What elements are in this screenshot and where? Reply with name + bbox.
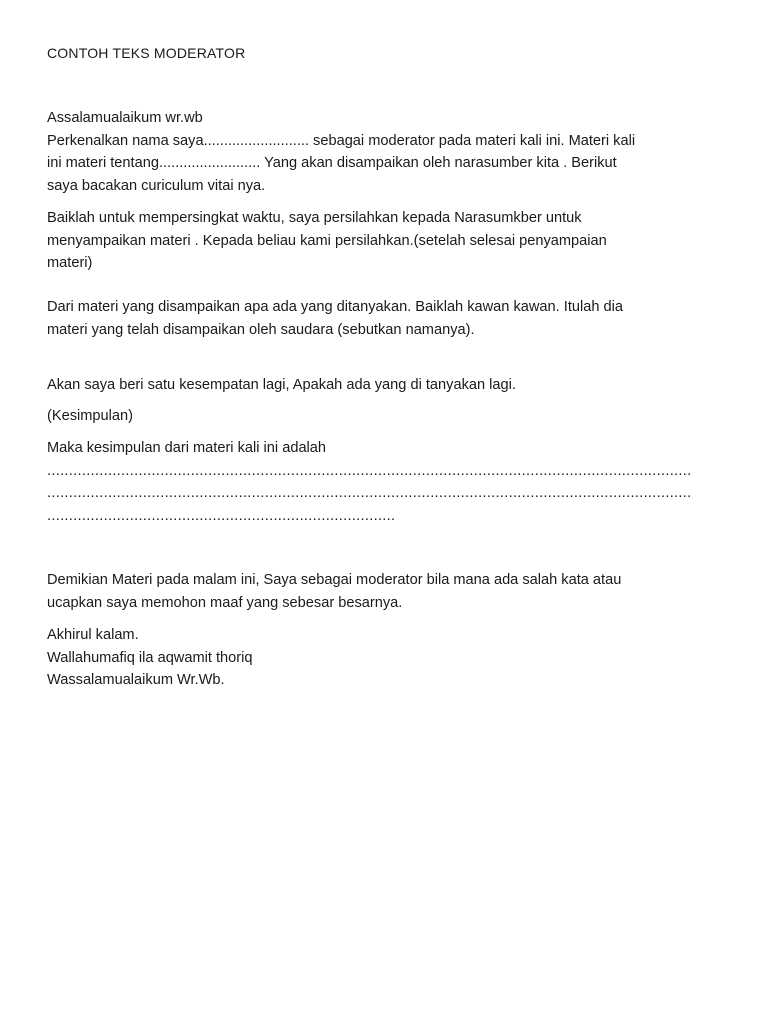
- text-line: Wassalamualaikum Wr.Wb.: [47, 672, 225, 688]
- paragraph-closing: [47, 569, 727, 614]
- text-line: menyampaikan materi . Kepada beliau kami persilahkan.(setelah selesai penyampaian: [47, 232, 607, 249]
- paragraph-opening: [47, 107, 727, 197]
- paragraph-questions: [47, 296, 727, 341]
- text-line: Baiklah untuk mempersingkat waktu, saya persilahkan kepada Narasumkber untuk: [47, 210, 582, 226]
- text-line: Dari materi yang disampaikan apa ada yang ditanyakan. Baiklah kawan kawan. Itulah dia: [47, 299, 623, 315]
- paragraph-farewell: [47, 624, 727, 692]
- text-line: ucapkan saya memohon maaf yang sebesar besarnya.: [47, 594, 403, 611]
- paragraph-conclusion: [47, 437, 727, 527]
- text-line: Akan saya beri satu kesempatan lagi, Apakah ada yang di tanyakan lagi.: [47, 377, 516, 393]
- text-line: Wallahumafiq ila aqwamit thoriq: [47, 649, 253, 666]
- paragraph-conclusion-label: [47, 405, 727, 428]
- dotted-line: ....................................................................................................................................................: [47, 485, 692, 501]
- text-line: Assalamualaikum wr.wb: [47, 110, 203, 126]
- text-line: materi): [47, 255, 93, 271]
- text-line: ini materi tentang......................... Yang akan disampaikan oleh narasumber kita . Berikut: [47, 155, 617, 171]
- paragraph-last-chance: [47, 374, 727, 397]
- text-line: Demikian Materi pada malam ini, Saya sebagai moderator bila mana ada salah kata atau: [47, 572, 622, 588]
- text-line: Maka kesimpulan dari materi kali ini adalah: [47, 440, 327, 456]
- text-line: Perkenalkan nama saya.......................... sebagai moderator pada materi kali ini. Materi kali: [47, 132, 636, 149]
- text-line: materi yang telah disampaikan oleh saudara (sebutkan namanya).: [47, 321, 475, 338]
- document-title: CONTOH TEKS MODERATOR: [47, 45, 246, 61]
- text-line: saya bacakan curiculum vitai nya.: [47, 177, 266, 194]
- paragraph-invitation: [47, 207, 727, 275]
- text-line: (Kesimpulan): [47, 408, 133, 424]
- dotted-line: ................................................................................: [47, 507, 396, 524]
- text-line: Akhirul kalam.: [47, 627, 139, 643]
- dotted-line: ....................................................................................................................................................: [47, 462, 692, 479]
